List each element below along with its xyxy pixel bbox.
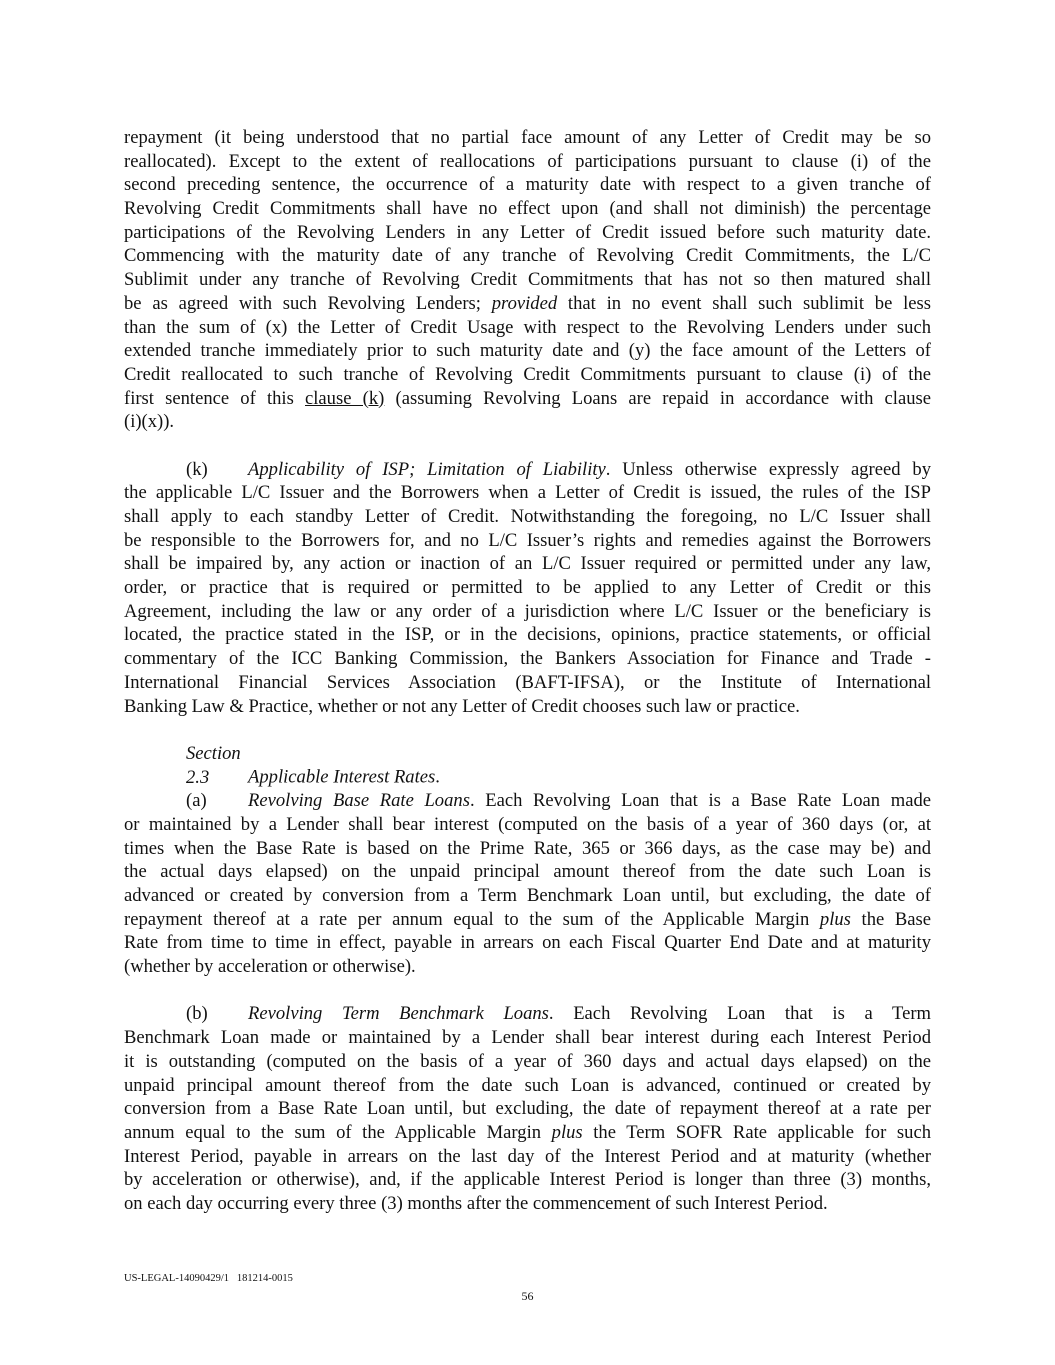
text-line xyxy=(124,197,931,221)
text-segment: Interest Period, payable in arrears on the last day of the Interest Period and at maturity (whether xyxy=(124,1145,931,1167)
section-number: (b) xyxy=(186,1003,208,1025)
text-segment: shall be impaired by, any action or inaction of an L/C Issuer required or permitted under any law, xyxy=(124,553,931,575)
text-segment: shall apply to each standby Letter of Credit. Notwithstanding the foregoing, no L/C Issuer shall xyxy=(124,506,931,527)
text-segment: Applicable Interest Rates xyxy=(248,766,436,788)
text-line xyxy=(124,600,931,624)
paragraph xyxy=(124,742,931,788)
text-line xyxy=(124,1074,931,1098)
text-segment: Revolving Base Rate Loans xyxy=(248,790,470,812)
text-line xyxy=(124,552,931,576)
text-segment: advanced or created by conversion from a Term Benchmark Loan until, but excluding, the date of xyxy=(124,885,931,906)
text-segment: plus xyxy=(819,908,851,930)
text-segment: (i)(x)). xyxy=(124,411,175,433)
text-segment: be as agreed with such Revolving Lenders; xyxy=(124,292,492,314)
text-segment: located, the practice stated in the ISP, or in the decisions, opinions, practice statements, or official xyxy=(124,624,931,646)
text-line xyxy=(124,458,931,482)
text-segment: provided xyxy=(491,292,558,314)
text-line xyxy=(124,1097,931,1121)
text-segment: be responsible to the Borrowers for, and no L/C Issuer’s rights and remedies against the Borrowers xyxy=(124,529,931,551)
text-line xyxy=(124,505,931,529)
text-line xyxy=(124,1121,931,1145)
text-segment: . Unless otherwise expressly agreed by xyxy=(605,458,931,480)
text-line xyxy=(124,931,931,955)
text-segment: . Each Revolving Loan that is a Term xyxy=(548,1003,931,1025)
text-segment: Applicability of ISP; Limitation of Liability xyxy=(248,458,606,480)
text-segment: first sentence of this xyxy=(124,387,306,409)
text-line xyxy=(124,1145,931,1169)
paragraph xyxy=(124,458,931,719)
text-line xyxy=(124,908,931,932)
text-segment: commentary of the ICC Banking Commission, the Bankers Association for Finance and Trade - xyxy=(124,648,931,670)
text-line xyxy=(124,1026,931,1050)
paragraph xyxy=(124,1002,931,1215)
text-line xyxy=(124,1050,931,1074)
text-segment: participations of the Revolving Lenders in any Letter of Credit issued before such maturity date. xyxy=(124,221,931,243)
text-segment: second preceding sentence, the occurrence of a maturity date with respect to a given tranche of xyxy=(124,174,931,196)
text-line xyxy=(124,410,931,434)
text-line xyxy=(124,576,931,600)
text-segment: International Financial Services Association (BAFT-IFSA), or the Institute of International xyxy=(124,671,931,693)
text-segment: by acceleration or otherwise), and, if the applicable Interest Period is longer than three (3) months, xyxy=(124,1169,931,1191)
text-segment: Credit reallocated to such tranche of Revolving Credit Commitments pursuant to clause (i) of the xyxy=(124,363,931,385)
text-segment: . Each Revolving Loan that is a Base Rate Loan made xyxy=(469,790,931,812)
text-segment: or maintained by a Lender shall bear interest (computed on the basis of a year of 360 days (or, at xyxy=(124,813,931,835)
text-segment: repayment (it being understood that no partial face amount of any Letter of Credit may be so xyxy=(124,127,931,148)
text-segment: Agreement, including the law or any order of a jurisdiction where L/C Issuer or the beneficiary is xyxy=(124,600,931,622)
text-segment: extended tranche immediately prior to such maturity date and (y) the face amount of the Letters of xyxy=(124,340,931,362)
text-line xyxy=(124,221,931,245)
text-line xyxy=(124,742,931,788)
text-segment: repayment thereof at a rate per annum equal to the sum of the Applicable Margin xyxy=(124,908,820,930)
text-segment: than the sum of (x) the Letter of Credit Usage with respect to the Revolving Lenders under such xyxy=(124,316,931,338)
text-line xyxy=(124,884,931,908)
text-segment: times when the Base Rate is based on the Prime Rate, 365 or 366 days, as the case may be) and xyxy=(124,837,931,859)
text-segment: it is outstanding (computed on the basis of a year of 360 days and actual days elapsed) on the xyxy=(124,1050,931,1072)
text-line xyxy=(124,339,931,363)
text-segment: order, or practice that is required or permitted to be applied to any Letter of Credit or this xyxy=(124,577,931,599)
clause-reference-link: clause (k) xyxy=(305,387,385,409)
text-line xyxy=(124,126,931,150)
text-segment: (whether by acceleration or otherwise). xyxy=(124,956,416,978)
text-segment: on each day occurring every three (3) months after the commencement of such Interest Period. xyxy=(124,1192,828,1214)
text-segment: Rate from time to time in effect, payable in arrears on each Fiscal Quarter End Date and at maturity xyxy=(124,932,931,954)
text-line xyxy=(124,150,931,174)
paragraph xyxy=(124,126,931,434)
text-line xyxy=(124,387,931,411)
text-line xyxy=(124,789,931,813)
text-line xyxy=(124,813,931,837)
section-number: Section 2.3 xyxy=(186,742,241,788)
text-segment: Sublimit under any tranche of Revolving Credit Commitments that has not so then matured shall xyxy=(124,269,931,291)
text-line xyxy=(124,1002,931,1026)
text-line xyxy=(124,623,931,647)
text-line xyxy=(124,268,931,292)
text-line xyxy=(124,647,931,671)
document-body xyxy=(124,126,931,1239)
text-segment: Revolving Term Benchmark Loans xyxy=(248,1003,549,1025)
text-line xyxy=(124,695,931,719)
text-line xyxy=(124,363,931,387)
text-segment: Benchmark Loan made or maintained by a Lender shall bear interest during each Interest Period xyxy=(124,1027,931,1049)
section-number: (a) xyxy=(186,790,207,812)
text-segment: conversion from a Base Rate Loan until, but excluding, the date of repayment thereof at a rate per xyxy=(124,1098,931,1120)
page-number: 56 xyxy=(521,1289,534,1303)
text-segment: Commencing with the maturity date of any tranche of Revolving Credit Commitments, the L/C xyxy=(124,245,931,267)
paragraph xyxy=(124,789,931,979)
section-number: (k) xyxy=(186,458,208,480)
text-segment: the applicable L/C Issuer and the Borrowers when a Letter of Credit is issued, the rules of the ISP xyxy=(124,482,931,504)
text-segment: Banking Law & Practice, whether or not any Letter of Credit chooses such law or practice. xyxy=(124,695,800,717)
text-line xyxy=(124,1168,931,1192)
footer-document-id: US-LEGAL-14090429/1 181214-0015 xyxy=(124,1273,293,1284)
text-segment: unpaid principal amount thereof from the date such Loan is advanced, continued or created by xyxy=(124,1074,931,1096)
text-segment: annum equal to the sum of the Applicable Margin xyxy=(124,1121,552,1143)
text-line xyxy=(124,1192,931,1216)
text-line xyxy=(124,481,931,505)
text-line xyxy=(124,173,931,197)
text-line xyxy=(124,837,931,861)
text-line xyxy=(124,529,931,553)
text-segment: reallocated). Except to the extent of reallocations of participations pursuant to clause (i) of the xyxy=(124,150,931,172)
text-line xyxy=(124,671,931,695)
text-segment: plus xyxy=(551,1121,583,1143)
text-segment: (assuming Revolving Loans are repaid in accordance with clause xyxy=(384,387,931,409)
text-segment: . xyxy=(435,766,440,788)
text-line xyxy=(124,955,931,979)
text-segment: the Base xyxy=(850,908,932,930)
text-line xyxy=(124,244,931,268)
text-segment: Revolving Credit Commitments shall have no effect upon (and shall not diminish) the percentage xyxy=(124,198,931,220)
text-line xyxy=(124,316,931,340)
text-segment: that in no event shall such sublimit be less xyxy=(557,292,931,314)
text-segment: the actual days elapsed) on the unpaid principal amount thereof from the date such Loan is xyxy=(124,861,931,883)
text-segment: the Term SOFR Rate applicable for such xyxy=(582,1121,931,1143)
text-line xyxy=(124,860,931,884)
text-line xyxy=(124,292,931,316)
